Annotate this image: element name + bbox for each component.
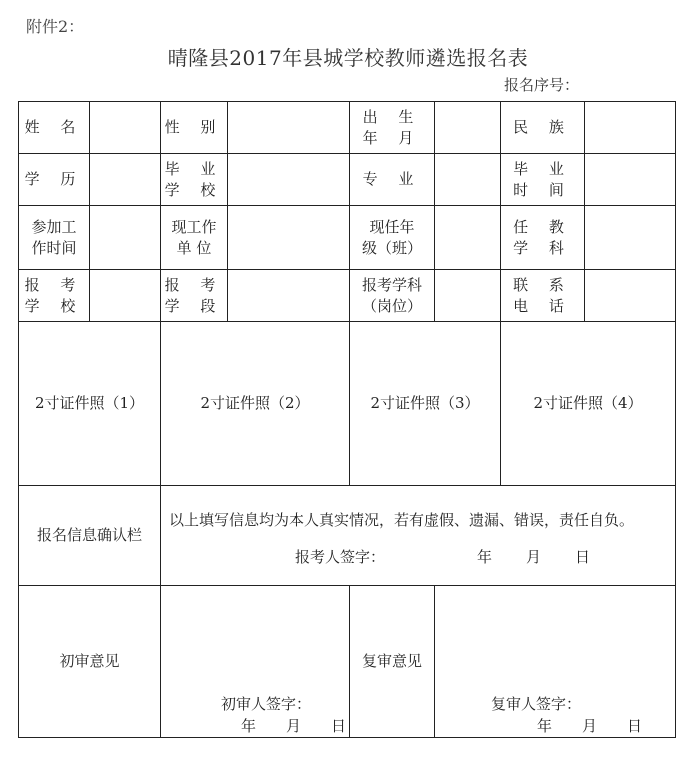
photo-slot-2[interactable]: 2寸证件照（2） xyxy=(161,322,350,486)
applicant-signature-label: 报考人签字： xyxy=(295,547,386,566)
education-field[interactable] xyxy=(90,154,161,206)
confirm-label: 报名信息确认栏 xyxy=(19,486,161,586)
name-field[interactable] xyxy=(90,102,161,154)
apply-school-field[interactable] xyxy=(90,270,161,322)
second-review-date: 年 月 日 xyxy=(537,717,643,735)
gender-field[interactable] xyxy=(228,102,350,154)
education-label: 学 历 xyxy=(19,154,90,206)
confirm-day: 日 xyxy=(575,547,591,566)
second-review-cell[interactable] xyxy=(435,586,676,738)
teaching-subject-field[interactable] xyxy=(585,206,676,270)
apply-stage-label: 报 考 学 段 xyxy=(161,270,228,322)
apply-subject-label: 报考学科 （岗位） xyxy=(350,270,435,322)
ethnicity-label: 民 族 xyxy=(501,102,585,154)
grad-time-field[interactable] xyxy=(585,154,676,206)
confirm-statement-cell[interactable] xyxy=(161,486,676,586)
phone-field[interactable] xyxy=(585,270,676,322)
apply-subject-field[interactable] xyxy=(435,270,501,322)
work-start-field[interactable] xyxy=(90,206,161,270)
row-education xyxy=(19,154,676,206)
first-reviewer-signature: 初审人签字： xyxy=(221,695,312,713)
apply-school-label: 报 考 学 校 xyxy=(19,270,90,322)
phone-label: 联 系 电 话 xyxy=(501,270,585,322)
major-label: 专 业 xyxy=(350,154,435,206)
confirm-statement: 以上填写信息均为本人真实情况，若有虚假、遗漏、错误，责任自负。 xyxy=(169,510,635,529)
photo-slot-4[interactable]: 2寸证件照（4） xyxy=(501,322,676,486)
photo-slot-3[interactable]: 2寸证件照（3） xyxy=(350,322,501,486)
name-label: 姓 名 xyxy=(19,102,90,154)
current-unit-field[interactable] xyxy=(228,206,350,270)
row-application xyxy=(19,270,676,322)
row-confirmation xyxy=(19,486,676,586)
apply-stage-field[interactable] xyxy=(228,270,350,322)
serial-number-label: 报名序号： xyxy=(504,76,580,94)
form-title: 晴隆县2017年县城学校教师遴选报名表 xyxy=(167,46,529,70)
applicant-signature-line xyxy=(161,531,675,568)
grad-school-label: 毕 业 学 校 xyxy=(161,154,228,206)
registration-form-table xyxy=(18,101,676,738)
birth-label: 出 生 年 月 xyxy=(350,102,435,154)
current-unit-label: 现工作 单 位 xyxy=(161,206,228,270)
birth-field[interactable] xyxy=(435,102,501,154)
row-review xyxy=(19,586,676,738)
second-review-label: 复审意见 xyxy=(350,586,435,738)
confirm-year: 年 xyxy=(477,547,493,566)
grad-time-label: 毕 业 时 间 xyxy=(501,154,585,206)
row-photos xyxy=(19,322,676,486)
grad-school-field[interactable] xyxy=(228,154,350,206)
first-review-date: 年 月 日 xyxy=(241,717,347,735)
row-basic-info xyxy=(19,102,676,154)
teaching-subject-label: 任 教 学 科 xyxy=(501,206,585,270)
second-reviewer-signature: 复审人签字： xyxy=(491,695,582,713)
ethnicity-field[interactable] xyxy=(585,102,676,154)
gender-label: 性 别 xyxy=(161,102,228,154)
current-grade-label: 现任年 级（班） xyxy=(350,206,435,270)
first-review-cell[interactable] xyxy=(161,586,350,738)
first-review-label: 初审意见 xyxy=(19,586,161,738)
confirm-month: 月 xyxy=(526,547,542,566)
row-work xyxy=(19,206,676,270)
attachment-label: 附件2： xyxy=(26,17,85,36)
current-grade-field[interactable] xyxy=(435,206,501,270)
photo-slot-1[interactable]: 2寸证件照（1） xyxy=(19,322,161,486)
major-field[interactable] xyxy=(435,154,501,206)
work-start-label: 参加工 作时间 xyxy=(19,206,90,270)
